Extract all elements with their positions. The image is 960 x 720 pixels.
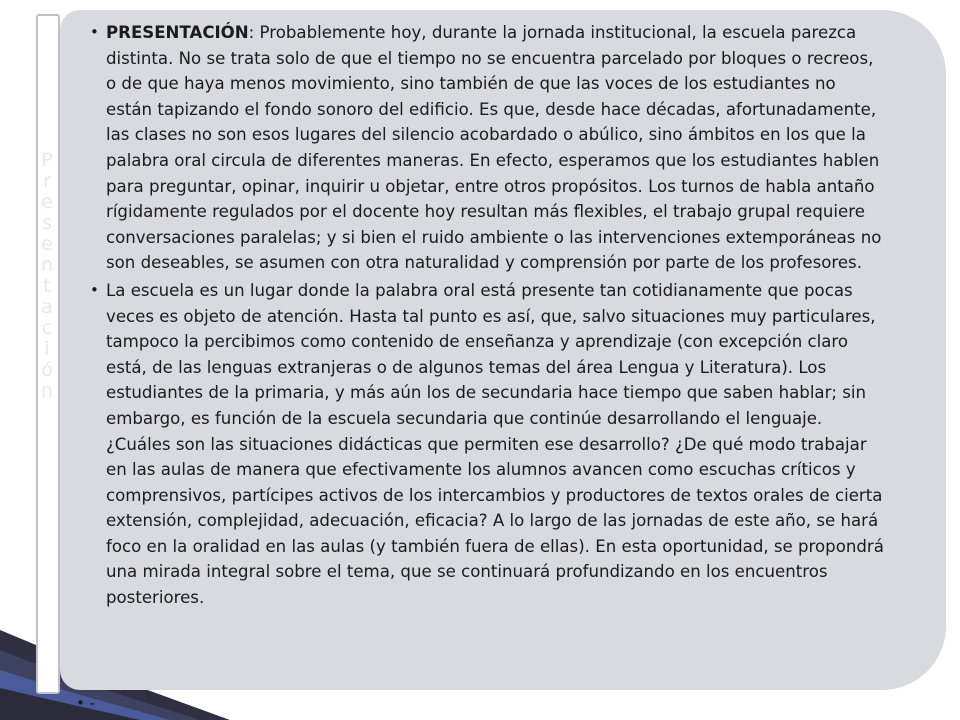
paragraph-body: : Probablemente hoy, durante la jornada institucional, la escuela parezca distinta. No se trata solo de que el tiempo no se encuentra parcelado por bloques o recreos, o de que haya menos movimiento, sino también de que las voces de los estudiantes no están tapizando el fondo sonoro del edificio. Es que, desde hace décadas, afortunadamente, las clases no son esos lugares del silencio acobardado o abúlico, sino ámbitos en los que la palabra oral circula de diferentes maneras. En efecto, esperamos que los estudiantes hablen para preguntar, opinar, inquirir u objetar, entre otros propósitos. Los turnos de habla antaño rígidamente regulados por el docente hoy resultan más flexibles, el trabajo grupal requiere conversaciones paralelas; y si bien el ruido ambiente o las intervenciones extemporáneas no son deseables, se asumen con otra naturalidad y comprensión por parte de los profesores. [106,23,882,273]
paragraph-body: La escuela es un lugar donde la palabra oral está presente tan cotidianamente que pocas veces es objeto de atención. Hasta tal punto es así, que, salvo situaciones muy particulares, tampoco la percibimos como contenido de enseñanza y aprendizaje (con excepción claro está, de las lenguas extranjeras o de algunos temas del área Lengua y Literatura). Los estudiantes de la primaria, y más aún los de secundaria hace tiempo que saben hablar; sin embargo, es función de la escuela secundaria que continúe desarrollando el lenguaje. ¿Cuáles son las situaciones didácticas que permiten ese desarrollo? ¿De qué modo trabajar en las aulas de manera que efectivamente los alumnos avancen como escuchas críticos y comprensivos, partícipes activos de los intercambios y productores de textos orales de cierta extensión, complejidad, adecuación, eficacia? A lo largo de las jornadas de este año, se hará foco en la oralidad en las aulas (y también fuera de ellas). En esta oportunidad, se propondrá una mirada integral sobre el tema, que se continuará profundizando en los encuentros posteriores. [106,280,884,608]
paragraph-escuela [86,278,886,611]
paragraph-lead: PRESENTACIÓN [106,23,249,42]
trailing-bullet: • - [76,694,96,712]
content-panel [60,10,946,690]
bullet-icon: • [90,280,99,299]
bullet-icon: • [90,23,99,41]
paragraph-presentacion [86,20,886,276]
vertical-title: Presentación [41,149,54,402]
